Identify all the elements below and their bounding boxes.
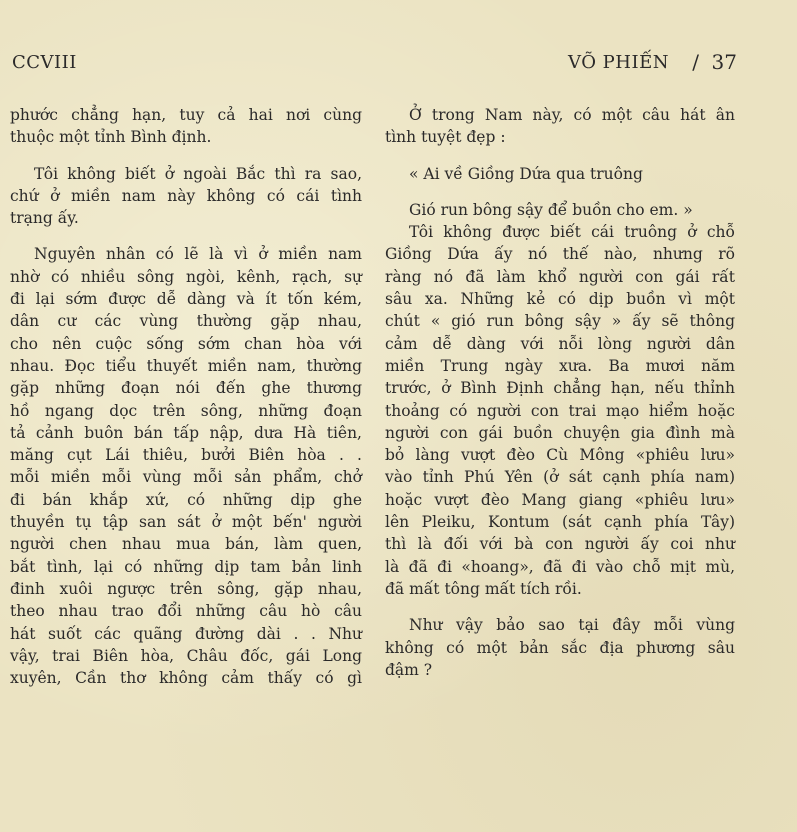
text-line: vào tỉnh Phú Yên (ở sát cạnh phía nam) <box>385 468 735 487</box>
text-line: thoảng có người con trai mạo hiểm hoặc <box>385 401 735 420</box>
text-line: đi lại sớm được dễ dàng và ít tốn kém, <box>10 290 362 309</box>
text-line: lên Pleiku, Kontum (sát cạnh phía Tây) <box>385 513 735 532</box>
text-line: gặp những đoạn nói đến ghe thương <box>10 379 362 398</box>
text-line: ràng nó đã làm khổ người con gái rất <box>385 267 735 286</box>
text-line: thuyền tụ tập san sát ở một bến' người <box>10 513 362 532</box>
text-line: đã mất tông mất tích rồi. <box>385 579 582 598</box>
text-line: tả cảnh buôn bán tấp nập, dưa Hà tiên, <box>10 423 362 442</box>
text-line: đinh xuôi ngược trên sông, gặp nhau, <box>10 579 362 598</box>
text-line: nhau. Đọc tiểu thuyết miền nam, thường <box>10 356 362 375</box>
text-line: chứ ở miền nam này không có cái tình <box>10 186 362 205</box>
text-line: cho nên cuộc sống sớm chan hòa với <box>10 334 362 353</box>
text-line: bắt tình, lại có những dịp tam bản linh <box>10 557 362 576</box>
page-number: 37 <box>711 50 737 74</box>
text-line: xuyên, Cần thơ không cảm thấy có gì <box>10 669 362 688</box>
text-line: trước, ở Bình Định chẳng hạn, nếu thỉnh <box>385 379 735 398</box>
text-line: măng cụt Lái thiêu, bưởi Biên hòa . . <box>10 446 362 465</box>
text-line: Tôi không được biết cái truông ở chỗ <box>409 223 735 242</box>
text-line: Gió run bông sậy để buồn cho em. » <box>409 200 693 219</box>
text-line: hoặc vượt đèo Mang giang «phiêu lưu» <box>385 490 735 509</box>
text-line: đi bán khắp xứ, có những dịp ghe <box>10 490 362 509</box>
left-text-column <box>10 104 362 689</box>
text-line: đậm ? <box>385 660 433 679</box>
text-line: sâu xa. Những kẻ có dịp buồn vì một <box>385 290 735 309</box>
text-line: mỗi miền mỗi vùng mỗi sản phẩm, chở <box>10 468 362 487</box>
running-header-author: VÕ PHIẾN <box>568 52 669 73</box>
text-line: chút « gió run bông sậy » ấy sẽ thông <box>385 312 735 331</box>
text-line: thuộc một tỉnh Bình định. <box>10 128 212 147</box>
text-line: người chen nhau mua bán, làm quen, <box>10 535 362 554</box>
text-line: Ở trong Nam này, có một câu hát ân <box>409 106 735 124</box>
text-line: Giồng Dứa ấy nó thế nào, nhưng rõ <box>385 245 735 264</box>
text-line: hát suốt các quãng đường dài . . Như <box>10 624 362 643</box>
text-line: Nguyên nhân có lẽ là vì ở miền nam <box>34 245 362 264</box>
text-line: miền Trung ngày xưa. Ba mươi năm <box>385 356 735 375</box>
text-line: phước chẳng hạn, tuy cả hai nơi cùng <box>10 106 362 124</box>
running-header-separator: / <box>692 50 699 74</box>
text-line: Tôi không biết ở ngoài Bắc thì ra sao, <box>34 164 362 183</box>
text-line: vậy, trai Biên hòa, Châu đốc, gái Long <box>10 646 362 665</box>
text-line: thì là đối với bà con người ấy coi như <box>385 535 735 554</box>
text-line: bỏ làng vượt đèo Cù Mông «phiêu lưu» <box>385 446 735 465</box>
text-line: không có một bản sắc địa phương sâu <box>385 638 735 657</box>
text-line: cảm dễ dàng với nỗi lòng người dân <box>385 334 735 353</box>
text-line: tình tuyệt đẹp : <box>385 128 506 147</box>
text-line: theo nhau trao đổi những câu hò câu <box>10 602 362 621</box>
running-header-left: CCVIII <box>12 52 77 73</box>
text-line: hồ ngang dọc trên sông, những đoạn <box>10 401 362 420</box>
text-line: trạng ấy. <box>10 209 79 228</box>
text-line: « Ai về Giồng Dứa qua truông <box>409 164 643 183</box>
right-text-column <box>385 104 735 681</box>
text-line: nhờ có nhiều sông ngòi, kênh, rạch, sự <box>10 267 362 286</box>
text-line: dân cư các vùng thường gặp nhau, <box>10 312 362 331</box>
text-line: người con gái buồn chuyện gia đình mà <box>385 423 735 442</box>
text-line: Như vậy bảo sao tại đây mỗi vùng <box>409 616 735 635</box>
text-line: là đã đi «hoang», đã đi vào chỗ mịt mù, <box>385 557 735 576</box>
